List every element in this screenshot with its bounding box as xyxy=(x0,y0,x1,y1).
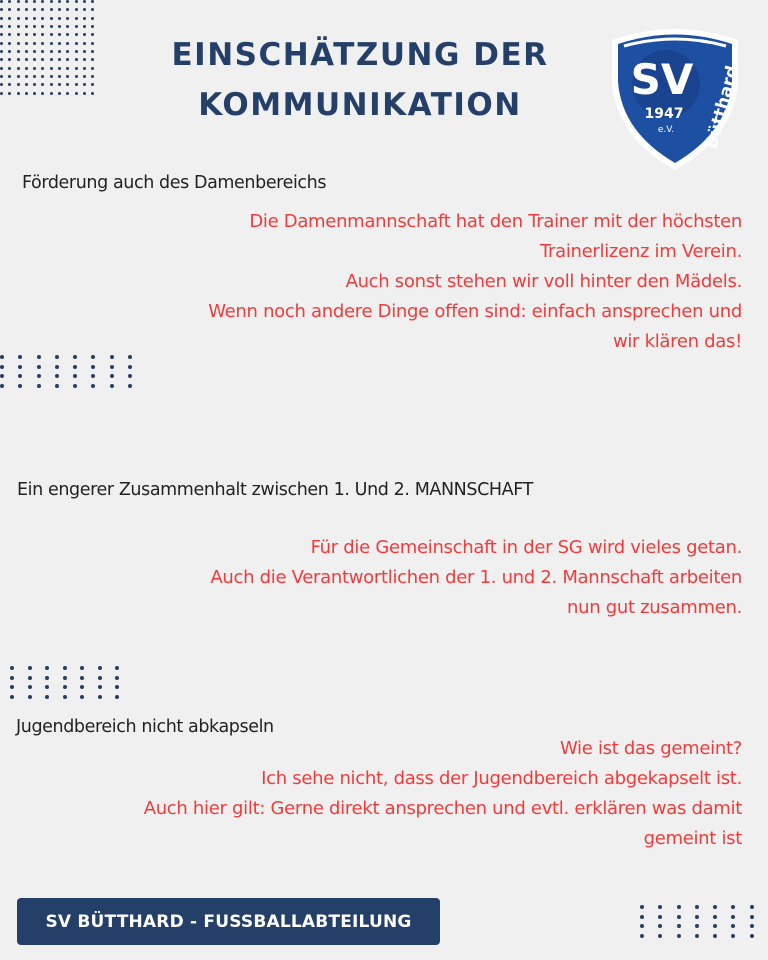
answer-line: Trainerlizenz im Verein. xyxy=(539,241,742,262)
dot xyxy=(17,83,20,86)
dot xyxy=(658,924,662,928)
dot xyxy=(17,25,20,28)
dot-grid-left-lower xyxy=(10,666,133,704)
dot xyxy=(50,83,53,86)
dot xyxy=(55,365,59,369)
dot xyxy=(128,365,132,369)
dot xyxy=(83,75,86,78)
dot xyxy=(45,666,49,670)
dot xyxy=(8,25,11,28)
dot xyxy=(58,8,61,11)
dot xyxy=(63,695,67,699)
dot xyxy=(98,676,102,680)
dot xyxy=(66,42,69,45)
answer-line: Auch die Verantwortlichen der 1. und 2. Mannschaft arbeiten xyxy=(210,567,742,588)
answer-line: Wie ist das gemeint? xyxy=(559,738,742,759)
dot xyxy=(50,50,53,53)
dot xyxy=(128,374,132,378)
dot xyxy=(658,905,662,909)
dot xyxy=(75,75,78,78)
dot xyxy=(18,365,22,369)
dot xyxy=(83,25,86,28)
answer-line: Auch sonst stehen wir voll hinter den Mädels. xyxy=(345,271,742,292)
dot xyxy=(25,67,28,70)
dot xyxy=(17,75,20,78)
dot xyxy=(28,695,32,699)
dot xyxy=(58,33,61,36)
dot xyxy=(0,92,3,95)
dot xyxy=(33,83,36,86)
dot xyxy=(80,666,84,670)
dot xyxy=(128,355,132,359)
dot xyxy=(115,676,119,680)
dot xyxy=(33,0,36,3)
dot xyxy=(677,915,681,919)
dot xyxy=(0,42,3,45)
dot xyxy=(58,67,61,70)
dot xyxy=(58,17,61,20)
dot xyxy=(115,695,119,699)
answer-line: Auch hier gilt: Gerne direkt ansprechen und evtl. erklären was damit xyxy=(143,798,742,819)
dot xyxy=(0,17,3,20)
dot xyxy=(41,50,44,53)
dot xyxy=(83,17,86,20)
dot xyxy=(50,0,53,3)
dot xyxy=(91,365,95,369)
dot xyxy=(25,8,28,11)
dot xyxy=(33,67,36,70)
dot xyxy=(75,92,78,95)
dot xyxy=(8,58,11,61)
dot xyxy=(713,934,717,938)
dot xyxy=(55,355,59,359)
dot xyxy=(80,676,84,680)
logo-initials: SV xyxy=(630,55,694,104)
dot xyxy=(33,33,36,36)
dot xyxy=(10,666,14,670)
dot xyxy=(695,934,699,938)
dot xyxy=(91,384,95,388)
dot xyxy=(55,374,59,378)
dot xyxy=(713,915,717,919)
dot xyxy=(66,83,69,86)
dot xyxy=(41,83,44,86)
dot xyxy=(0,25,3,28)
dot xyxy=(17,0,20,3)
dot xyxy=(50,67,53,70)
dot xyxy=(25,92,28,95)
dot xyxy=(695,924,699,928)
dot xyxy=(83,33,86,36)
dot xyxy=(63,676,67,680)
title-line-1: EINSCHÄTZUNG DER xyxy=(171,37,549,73)
dot xyxy=(91,374,95,378)
dot xyxy=(0,83,3,86)
dot xyxy=(18,374,22,378)
dot xyxy=(45,685,49,689)
dot xyxy=(63,685,67,689)
dot xyxy=(17,92,20,95)
dot xyxy=(25,17,28,20)
dot xyxy=(73,365,77,369)
dot xyxy=(83,0,86,3)
dot xyxy=(750,915,754,919)
dot xyxy=(91,58,94,61)
dot xyxy=(658,915,662,919)
dot xyxy=(17,17,20,20)
dot xyxy=(0,8,3,11)
dot xyxy=(91,0,94,3)
dot xyxy=(41,75,44,78)
dot xyxy=(25,75,28,78)
dot xyxy=(91,33,94,36)
dot xyxy=(110,365,114,369)
dot xyxy=(8,42,11,45)
answer-line: Ich sehe nicht, dass der Jugendbereich abgekapselt ist. xyxy=(261,768,742,789)
dot xyxy=(91,83,94,86)
logo-name: Bütthard xyxy=(701,63,743,152)
dot xyxy=(8,0,11,3)
dot xyxy=(41,25,44,28)
dot xyxy=(66,50,69,53)
dot xyxy=(66,17,69,20)
dot xyxy=(75,0,78,3)
dot xyxy=(91,355,95,359)
dot xyxy=(50,75,53,78)
dot xyxy=(33,75,36,78)
dot xyxy=(75,42,78,45)
dot xyxy=(91,8,94,11)
dot xyxy=(677,934,681,938)
answer-line: Wenn noch andere Dinge offen sind: einfach ansprechen und xyxy=(208,301,742,322)
dot xyxy=(18,384,22,388)
dot xyxy=(17,58,20,61)
dot xyxy=(25,0,28,3)
answer-line: gemeint ist xyxy=(643,828,742,849)
answer-line: wir klären das! xyxy=(612,331,742,352)
dot xyxy=(91,75,94,78)
dot xyxy=(677,924,681,928)
dot xyxy=(41,92,44,95)
dot xyxy=(0,355,4,359)
dot xyxy=(58,25,61,28)
dot xyxy=(63,666,67,670)
dot xyxy=(18,355,22,359)
logo-suffix: e.V. xyxy=(657,125,675,135)
dot xyxy=(17,8,20,11)
dot xyxy=(25,42,28,45)
dot xyxy=(37,384,41,388)
dot xyxy=(33,8,36,11)
dot xyxy=(8,83,11,86)
dot xyxy=(75,67,78,70)
dot xyxy=(83,50,86,53)
dot xyxy=(128,384,132,388)
dot xyxy=(66,58,69,61)
dot xyxy=(91,92,94,95)
dot xyxy=(83,8,86,11)
dot-grid-top-left xyxy=(0,0,100,100)
dot xyxy=(83,83,86,86)
dot xyxy=(66,33,69,36)
dot xyxy=(695,915,699,919)
dot-grid-bottom-right xyxy=(640,905,768,944)
dot xyxy=(0,0,3,3)
dot xyxy=(66,75,69,78)
dot xyxy=(50,58,53,61)
dot xyxy=(33,42,36,45)
dot xyxy=(25,25,28,28)
dot xyxy=(58,42,61,45)
dot xyxy=(110,384,114,388)
dot xyxy=(80,695,84,699)
dot xyxy=(58,75,61,78)
dot xyxy=(91,67,94,70)
dot xyxy=(731,905,735,909)
answer-line: Die Damenmannschaft hat den Trainer mit der höchsten xyxy=(249,211,742,232)
dot xyxy=(17,33,20,36)
dot xyxy=(50,33,53,36)
dot xyxy=(25,58,28,61)
dot xyxy=(41,67,44,70)
dot xyxy=(8,67,11,70)
dot xyxy=(110,355,114,359)
dot xyxy=(41,58,44,61)
dot xyxy=(28,676,32,680)
dot xyxy=(640,924,644,928)
answer-jugendbereich xyxy=(144,734,742,854)
dot xyxy=(98,695,102,699)
dot xyxy=(37,355,41,359)
dot xyxy=(10,685,14,689)
dot xyxy=(731,924,735,928)
dot xyxy=(0,75,3,78)
answer-zusammenhalt xyxy=(210,533,742,623)
dot xyxy=(45,676,49,680)
dot xyxy=(677,905,681,909)
dot-grid-left-upper xyxy=(0,355,146,394)
dot xyxy=(0,50,3,53)
question-jugendbereich: Jugendbereich nicht abkapseln xyxy=(16,717,274,737)
dot xyxy=(115,666,119,670)
dot xyxy=(83,58,86,61)
answer-line: nun gut zusammen. xyxy=(567,597,742,618)
title-line-2: KOMMUNIKATION xyxy=(198,87,522,123)
dot xyxy=(25,50,28,53)
dot xyxy=(75,17,78,20)
answer-line: Für die Gemeinschaft in der SG wird vieles getan. xyxy=(310,537,742,558)
dot xyxy=(66,8,69,11)
dot xyxy=(8,92,11,95)
dot xyxy=(50,92,53,95)
dot xyxy=(66,67,69,70)
dot xyxy=(75,33,78,36)
dot xyxy=(731,915,735,919)
dot xyxy=(73,374,77,378)
dot xyxy=(75,50,78,53)
dot xyxy=(8,17,11,20)
dot xyxy=(50,42,53,45)
dot xyxy=(41,33,44,36)
dot xyxy=(110,374,114,378)
dot xyxy=(73,384,77,388)
dot xyxy=(640,934,644,938)
dot xyxy=(33,17,36,20)
dot xyxy=(750,934,754,938)
dot xyxy=(0,67,3,70)
dot xyxy=(0,33,3,36)
dot xyxy=(25,83,28,86)
dot xyxy=(91,50,94,53)
dot xyxy=(731,934,735,938)
answer-damenbereich xyxy=(208,207,742,357)
club-crest-logo xyxy=(604,22,746,172)
dot xyxy=(0,374,4,378)
dot xyxy=(8,75,11,78)
dot xyxy=(91,17,94,20)
dot xyxy=(750,905,754,909)
dot xyxy=(41,0,44,3)
dot xyxy=(17,42,20,45)
dot xyxy=(33,92,36,95)
dot xyxy=(75,8,78,11)
dot xyxy=(83,92,86,95)
dot xyxy=(75,58,78,61)
dot xyxy=(33,25,36,28)
dot xyxy=(66,25,69,28)
dot xyxy=(640,915,644,919)
dot xyxy=(83,42,86,45)
dot xyxy=(33,50,36,53)
dot xyxy=(28,666,32,670)
page-title xyxy=(160,30,560,130)
dot xyxy=(50,25,53,28)
dot xyxy=(58,0,61,3)
dot xyxy=(8,33,11,36)
dot xyxy=(0,58,3,61)
dot xyxy=(41,8,44,11)
dot xyxy=(55,384,59,388)
dot xyxy=(58,58,61,61)
dot xyxy=(33,58,36,61)
dot xyxy=(115,685,119,689)
dot xyxy=(98,666,102,670)
dot xyxy=(83,67,86,70)
dot xyxy=(41,17,44,20)
dot xyxy=(50,17,53,20)
dot xyxy=(37,365,41,369)
dot xyxy=(640,905,644,909)
dot xyxy=(0,365,4,369)
question-zusammenhalt: Ein engerer Zusammenhalt zwischen 1. Und 2. MANNSCHAFT xyxy=(17,480,533,500)
dot xyxy=(695,905,699,909)
dot xyxy=(37,374,41,378)
logo-year: 1947 xyxy=(644,106,684,122)
dot xyxy=(58,50,61,53)
dot xyxy=(658,934,662,938)
dot xyxy=(98,685,102,689)
dot xyxy=(10,676,14,680)
question-damenbereich: Förderung auch des Damenbereichs xyxy=(22,173,327,193)
dot xyxy=(75,83,78,86)
dot xyxy=(28,685,32,689)
dot xyxy=(73,355,77,359)
dot xyxy=(75,25,78,28)
dot xyxy=(91,42,94,45)
dot xyxy=(8,8,11,11)
dot xyxy=(58,92,61,95)
dot xyxy=(91,25,94,28)
dot xyxy=(17,67,20,70)
dot xyxy=(66,0,69,3)
footer-department-badge: SV BÜTTHARD - FUSSBALLABTEILUNG xyxy=(17,898,440,945)
dot xyxy=(713,924,717,928)
dot xyxy=(41,42,44,45)
dot xyxy=(66,92,69,95)
dot xyxy=(0,384,4,388)
dot xyxy=(45,695,49,699)
dot xyxy=(750,924,754,928)
dot xyxy=(58,83,61,86)
dot xyxy=(10,695,14,699)
dot xyxy=(8,50,11,53)
dot xyxy=(17,50,20,53)
dot xyxy=(713,905,717,909)
dot xyxy=(80,685,84,689)
dot xyxy=(25,33,28,36)
dot xyxy=(50,8,53,11)
